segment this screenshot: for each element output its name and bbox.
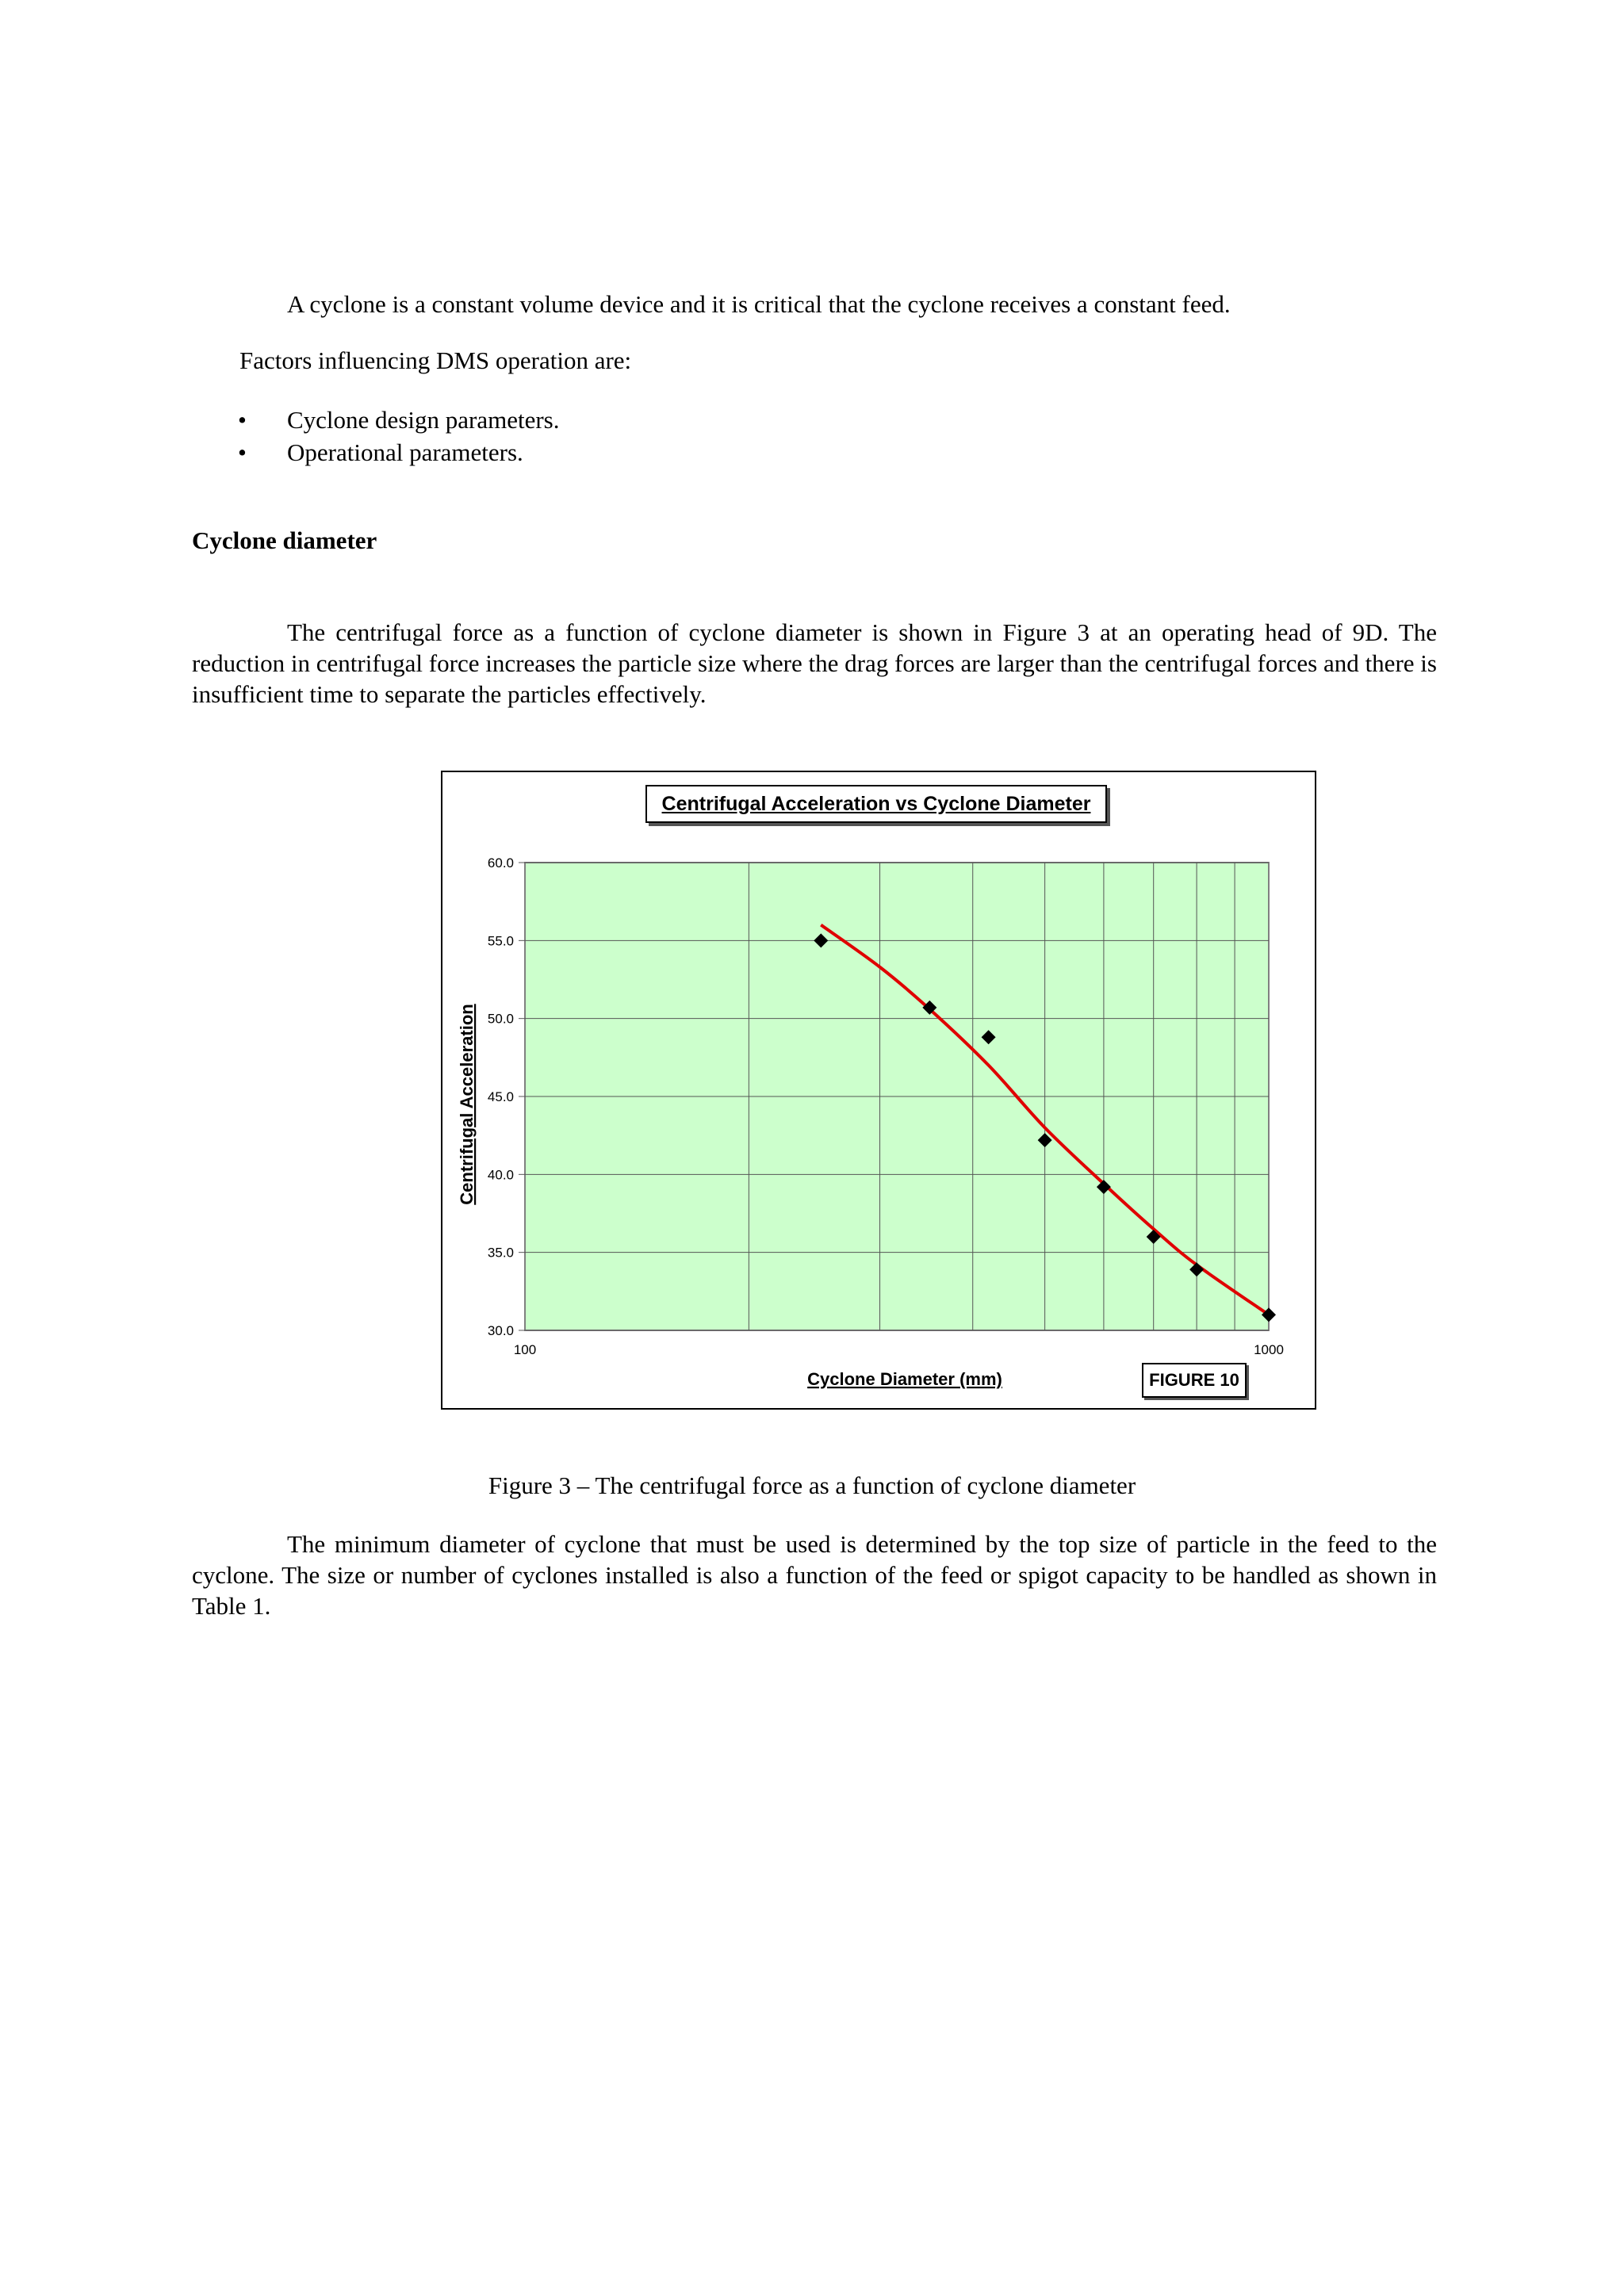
- y-tick-label: 35.0: [487, 1245, 514, 1261]
- body-paragraph: The centrifugal force as a function of cyclone diameter is shown in Figure 3 at an operating head of 9D. The reduction in centrifugal force increases the particle size where the drag forces are larger than the centrifugal forces and there is insufficient time to separate the particles effectively.: [192, 618, 1437, 708]
- y-tick-label: 50.0: [487, 1011, 514, 1027]
- y-tick-label: 40.0: [487, 1167, 514, 1183]
- bullet-dot-icon: •: [238, 406, 247, 434]
- y-tick-label: 60.0: [487, 855, 514, 871]
- section-heading: Cyclone diameter: [192, 526, 377, 554]
- body-paragraph: The minimum diameter of cyclone that must be used is determined by the top size of particle in the feed to the cyclone. The size or number of cyclones installed is also a function of the feed or spigot capacity to be handled as shown in Table 1.: [192, 1530, 1437, 1620]
- y-tick-label: 30.0: [487, 1323, 514, 1338]
- y-tick-label: 55.0: [487, 933, 514, 949]
- x-axis-label: Cyclone Diameter (mm): [807, 1369, 1002, 1389]
- figure-label: FIGURE 10: [1142, 1363, 1247, 1398]
- y-axis-label: Centrifugal Acceleration: [457, 1004, 477, 1205]
- bullet-item: Cyclone design parameters.: [287, 406, 560, 434]
- figure-caption: Figure 3 – The centrifugal force as a function of cyclone diameter: [488, 1471, 1136, 1499]
- bullet-item: Operational parameters.: [287, 438, 523, 466]
- y-tick-label: 45.0: [487, 1089, 514, 1104]
- factors-intro: Factors influencing DMS operation are:: [239, 346, 632, 374]
- x-tick-label: 1000: [1254, 1342, 1284, 1357]
- chart-title: Centrifugal Acceleration vs Cyclone Diameter: [645, 785, 1107, 823]
- bullet-dot-icon: •: [238, 438, 247, 466]
- intro-paragraph: A cyclone is a constant volume device and it is critical that the cyclone receives a constant feed.: [287, 290, 1231, 318]
- x-tick-label: 100: [513, 1342, 537, 1357]
